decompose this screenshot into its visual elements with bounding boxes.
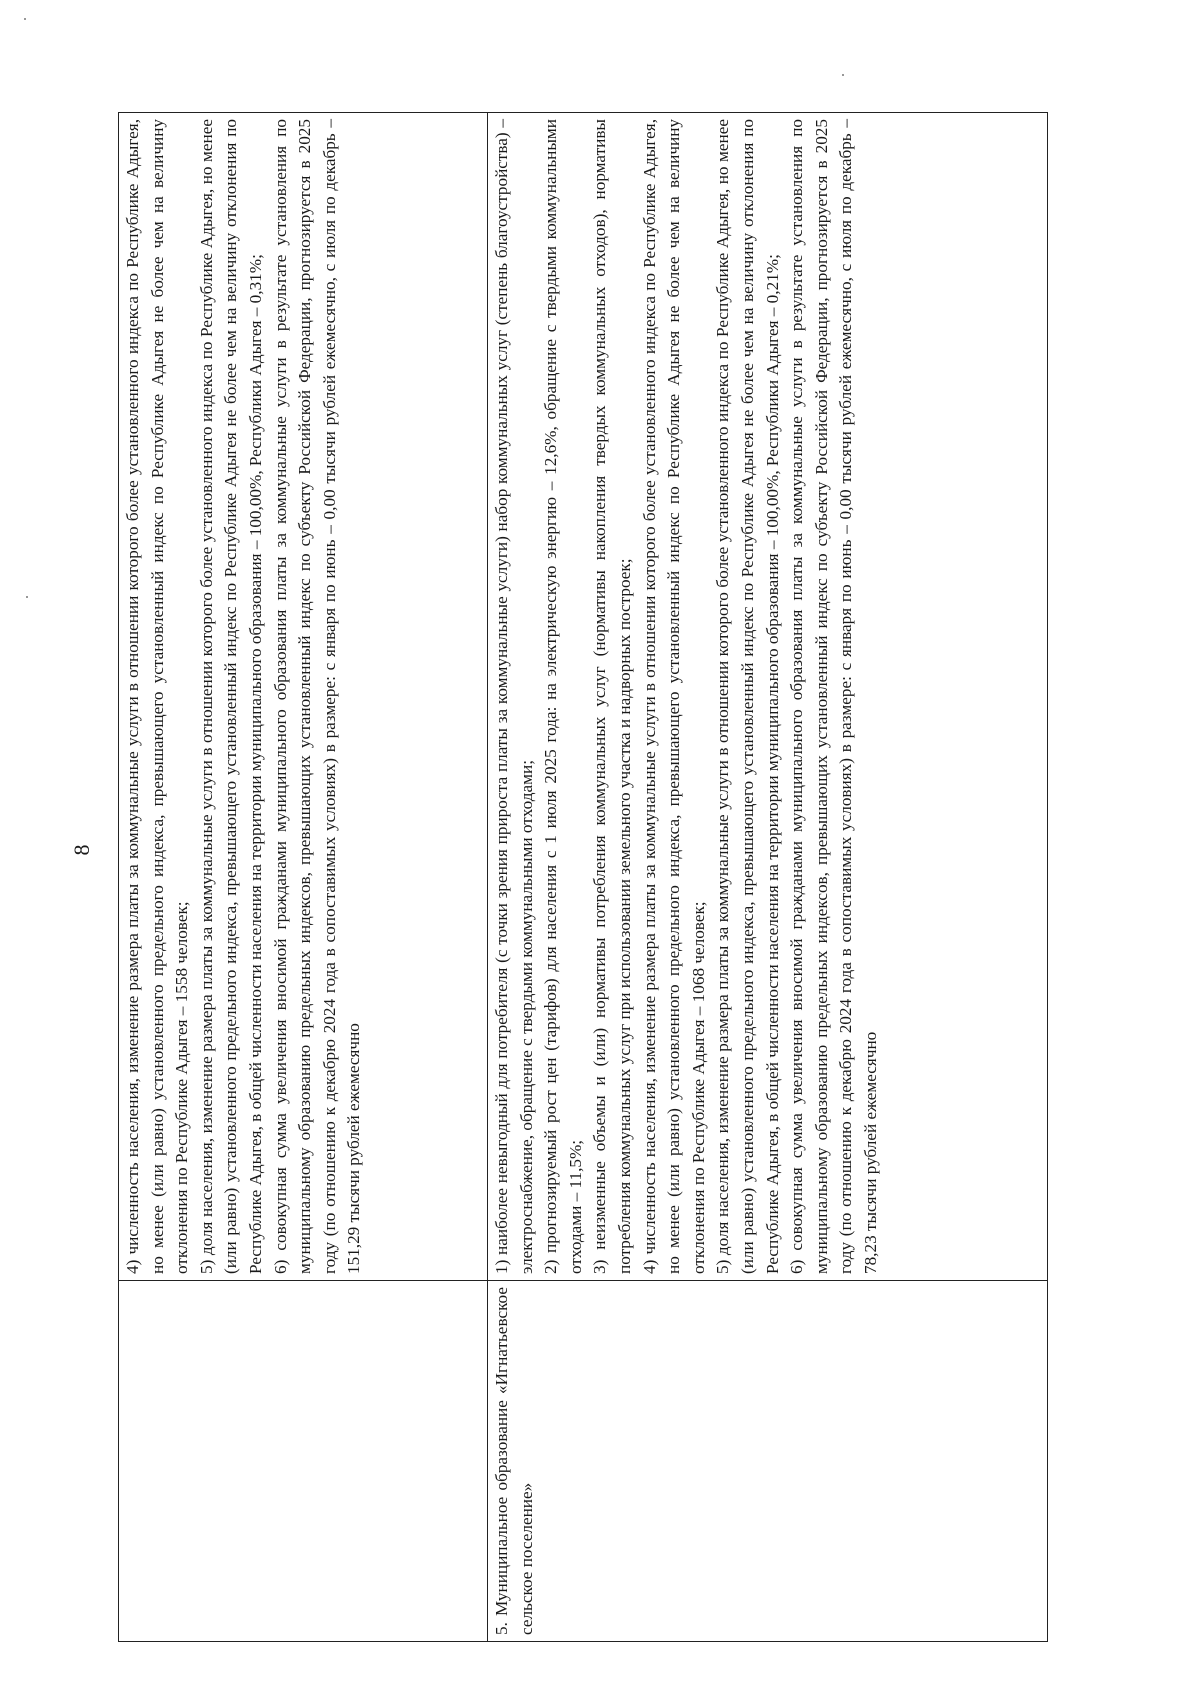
municipality-name-cell <box>119 1281 488 1642</box>
indicator-item: 6) совокупная сумма увеличения вносимой гражданами муниципального образования платы за коммунальные услуги в результате установления по муниципальному образованию предельных индексов, превышающих установленный индекс по субъекту Российской Федерации, прогнозируется в 2025 году (по отношению к декабрю 2024 года в сопоставимых условиях) в размере: с января по июнь – 0,00 тысячи рублей ежемесячно, с июля по декабрь – 151,29 тысячи рублей ежемесячно <box>270 119 364 1274</box>
indicator-item: 3) неизменные объемы и (или) нормативы потребления коммунальных услуг (нормативы накопления твердых коммунальных отходов), нормативы потребления коммунальных услуг при использовании земельного участка и надворных построек; <box>590 119 634 1274</box>
indicator-item: 2) прогнозируемый рост цен (тарифов) для населения с 1 июля 2025 года: на электрическую энергию – 12,6%, обращение с твердыми коммунальными отходами – 11,5%; <box>541 119 585 1274</box>
rotated-landscape-page <box>118 112 1048 1642</box>
indicator-item: 1) наиболее невыгодный для потребителя (с точки зрения прироста платы за коммунальные услуги) набор коммунальных услуг (степень благоустройства) – электроснабжение, обращение с твердыми коммунальными отходами; <box>492 119 536 1274</box>
scan-speck <box>842 74 844 76</box>
table-row <box>119 113 488 1642</box>
indicator-item: 5) доля населения, изменение размера платы за коммунальные услуги в отношении которого более установленного индекса по Республике Адыгея, но менее (или равно) установленного предельного индекса, превышающего установленный индекс по Республике Адыгея не более чем на величину отклонения по Республике Адыгея, в общей численности населения на территории муниципального образования – 100,00%, Республики Адыгея – 0,21%; <box>713 119 782 1274</box>
table-row <box>488 113 1048 1642</box>
page-number: 8 <box>69 844 94 856</box>
forecast-table <box>118 112 1048 1642</box>
indicator-item: 4) численность населения, изменение размера платы за коммунальные услуги в отношении которого более установленного индекса по Республике Адыгея, но менее (или равно) установленного предельного индекса, превышающего установленный индекс по Республике Адыгея не более чем на величину отклонения по Республике Адыгея – 1558 человек; <box>123 119 192 1274</box>
indicators-cell <box>119 113 488 1281</box>
scan-speck <box>24 18 26 20</box>
document-body <box>118 112 1048 1642</box>
municipality-name-cell: 5. Муниципальное образование «Игнатьевское сельское поселение» <box>488 1281 1048 1642</box>
indicator-item: 4) численность населения, изменение размера платы за коммунальные услуги в отношении которого более установленного индекса по Республике Адыгея, но менее (или равно) установленного предельного индекса, превышающего установленный индекс по Республике Адыгея не более чем на величину отклонения по Республике Адыгея – 1068 человек; <box>639 119 708 1274</box>
indicator-item: 5) доля населения, изменение размера платы за коммунальные услуги в отношении которого более установленного индекса по Республике Адыгея, но менее (или равно) установленного предельного индекса, превышающего установленный индекс по Республике Адыгея не более чем на величину отклонения по Республике Адыгея, в общей численности населения на территории муниципального образования – 100,00%, Республики Адыгея – 0,31%; <box>196 119 265 1274</box>
scan-speck <box>26 596 28 598</box>
indicator-item: 6) совокупная сумма увеличения вносимой гражданами муниципального образования платы за коммунальные услуги в результате установления по муниципальному образованию предельных индексов, превышающих установленный индекс по субъекту Российской Федерации, прогнозируется в 2025 году (по отношению к декабрю 2024 года в сопоставимых условиях) в размере: с января по июнь – 0,00 тысячи рублей ежемесячно, с июля по декабрь – 78,23 тысячи рублей ежемесячно <box>787 119 880 1274</box>
indicators-cell <box>488 113 1048 1281</box>
